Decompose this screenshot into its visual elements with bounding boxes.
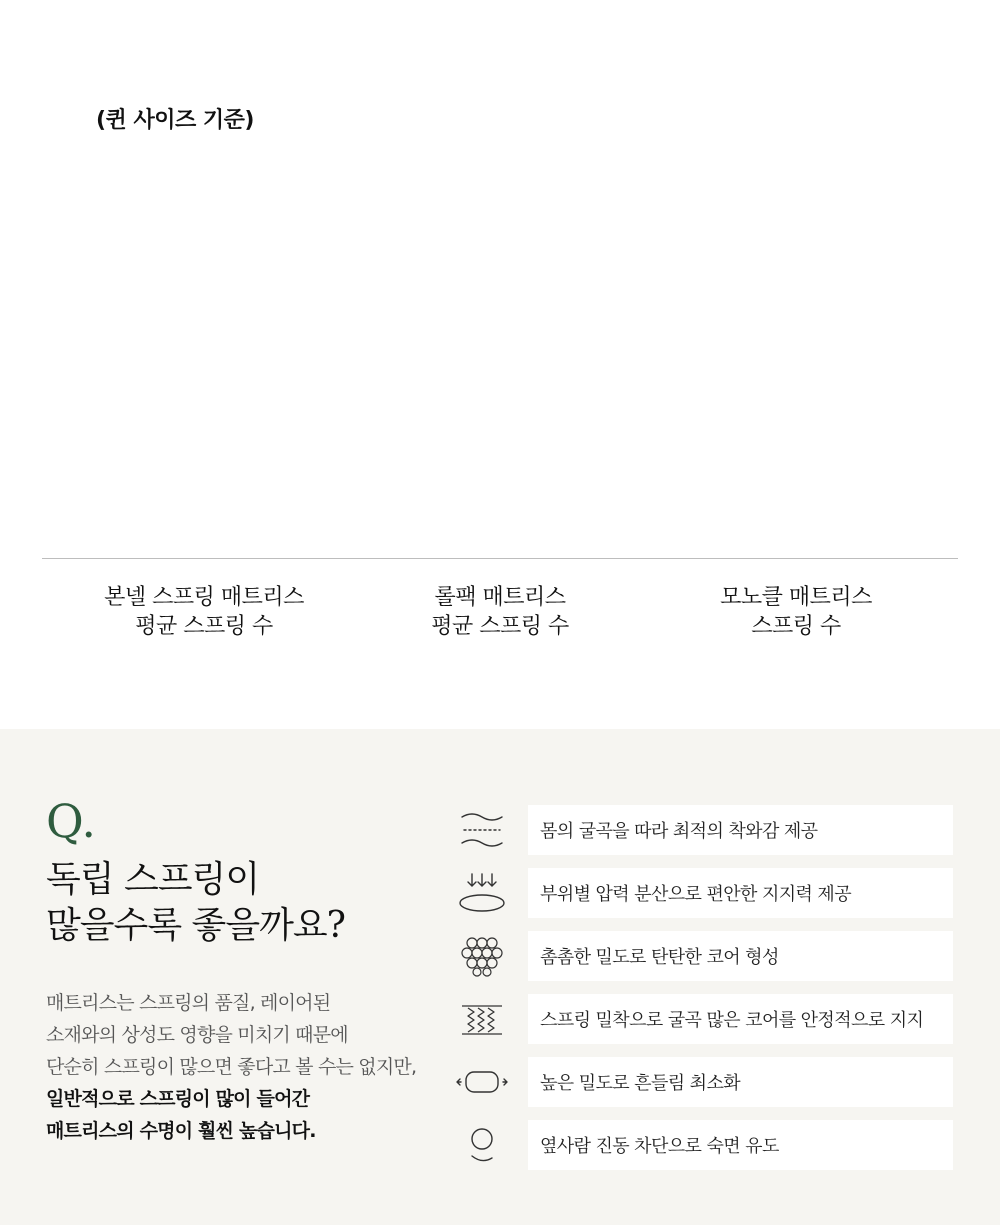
feature-label: 높은 밀도로 흔들림 최소화	[540, 1073, 741, 1094]
feature-item	[450, 868, 953, 918]
feature-item	[450, 1057, 953, 1107]
motion-isolation-icon	[454, 1061, 510, 1103]
faq-answer	[46, 987, 416, 1147]
feature-label: 옆사람 진동 차단으로 숙면 유도	[540, 1136, 779, 1157]
bonnell-label	[54, 583, 354, 641]
feature-label: 촘촘한 밀도로 탄탄한 코어 형성	[540, 947, 779, 968]
zigzag-spring-icon	[454, 998, 510, 1040]
monocle-title: 모노클 매트리스	[720, 585, 872, 610]
bonnell-title: 본넬 스프링 매트리스	[104, 585, 304, 610]
faq-section	[0, 729, 1000, 1225]
sleeping-person-icon	[454, 1124, 510, 1166]
feature-item	[450, 1120, 953, 1170]
rollpack-label	[350, 583, 650, 641]
divider	[42, 558, 958, 559]
rollpack-title: 롤팩 매트리스	[434, 585, 566, 610]
faq-answer-line3: 단순히 스프링이 많으면 좋다고 볼 수는 없지만,	[46, 1056, 417, 1078]
feature-item	[450, 805, 953, 855]
feature-label: 스프링 밀착으로 굴곡 많은 코어를 안정적으로 지지	[540, 1010, 924, 1031]
faq-answer-bold2: 매트리스의 수명이 훨씬 높습니다.	[46, 1120, 316, 1142]
feature-item	[450, 994, 953, 1044]
faq-heading	[46, 857, 345, 949]
faq-answer-bold1: 일반적으로 스프링이 많이 들어간	[46, 1088, 310, 1110]
question-mark: Q.	[46, 794, 97, 848]
feature-label: 몸의 굴곡을 따라 최적의 착와감 제공	[540, 821, 818, 842]
feature-box	[528, 994, 953, 1044]
feature-box	[528, 1120, 953, 1170]
feature-box	[528, 805, 953, 855]
honeycomb-icon	[454, 935, 510, 977]
faq-answer-line1: 매트리스는 스프링의 품질, 레이어된	[46, 992, 331, 1014]
body-curve-icon	[454, 809, 510, 851]
bonnell-subtitle: 평균 스프링 수	[135, 614, 273, 639]
size-note: (퀸 사이즈 기준)	[96, 108, 254, 133]
faq-heading-line2: 많을수록 좋을까요?	[46, 905, 345, 946]
monocle-label	[646, 583, 946, 641]
faq-heading-line1: 독립 스프링이	[46, 859, 260, 900]
faq-answer-line2: 소재와의 상성도 영향을 미치기 때문에	[46, 1024, 348, 1046]
monocle-subtitle: 스프링 수	[751, 614, 841, 639]
feature-item	[450, 931, 953, 981]
rollpack-subtitle: 평균 스프링 수	[431, 614, 569, 639]
pressure-arrows-icon	[454, 872, 510, 914]
feature-box	[528, 931, 953, 981]
feature-box	[528, 868, 953, 918]
feature-label: 부위별 압력 분산으로 편안한 지지력 제공	[540, 884, 852, 905]
feature-box	[528, 1057, 953, 1107]
